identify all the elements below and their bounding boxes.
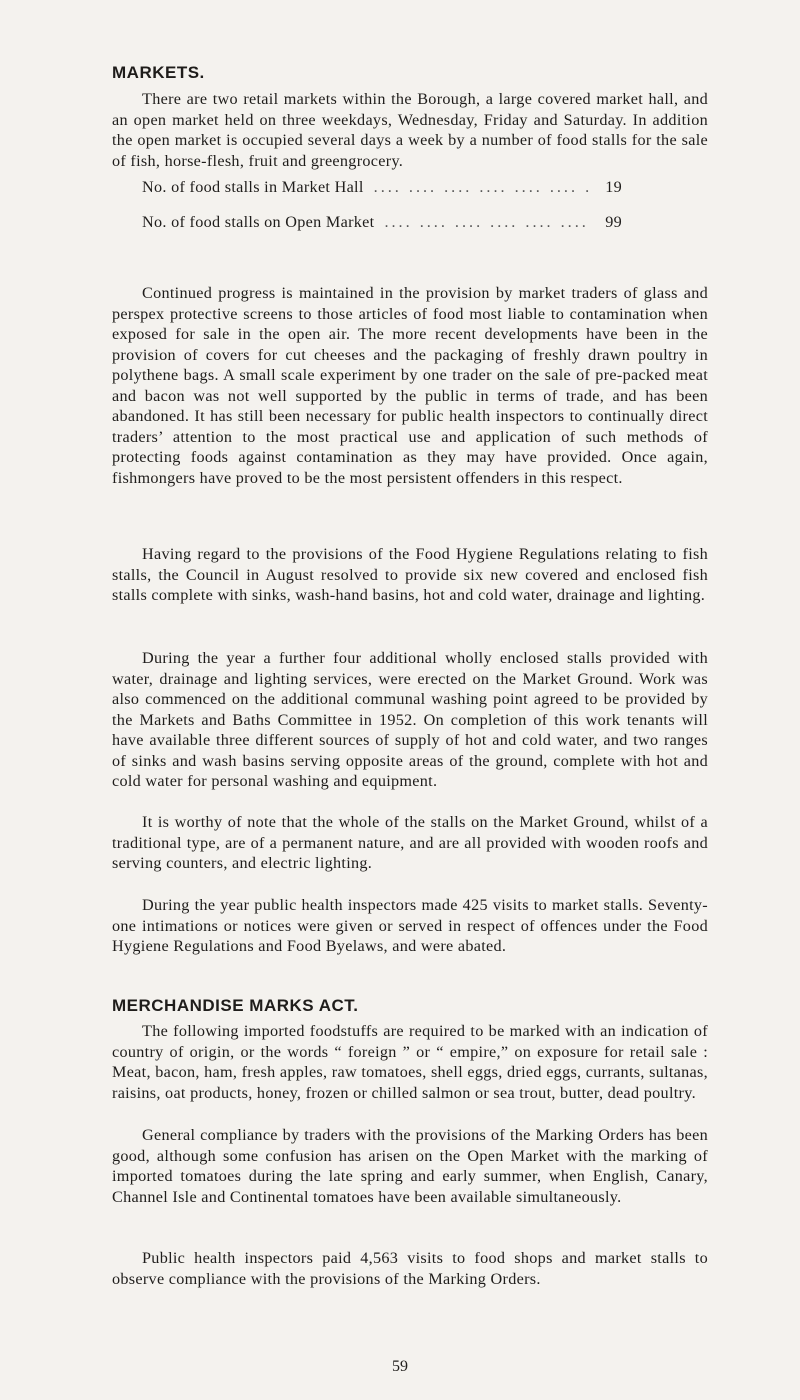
stat-label: No. of food stalls on Open Market [142,213,375,231]
merchandise-paragraph-compliance: General compliance by traders with the provisions of the Marking Orders has been good, although some confusion has arisen on the Open Market with the marking of imported tomatoes during the late spring and early summer, when English, Canary, Channel Isle and Continental tomatoes have been available simultaneously. [112,1126,708,1206]
markets-heading: MARKETS. [112,63,205,82]
leader-dots [384,213,592,232]
markets-intro-paragraph: There are two retail markets within the Borough, a large covered market hall, and an open market held on three weekdays, Wednesday, Friday and Saturday. In addition the open market is occupied several days a week by a number of food stalls for the sale of fish, horse-flesh, fruit and greengrocery. [112,90,708,170]
leader-dots [374,178,592,197]
merchandise-paragraph-visits: Public health inspectors paid 4,563 visits to food shops and market stalls to observe compliance with the provisions of the Marking Orders. [112,1249,708,1288]
stat-value: 99 [605,213,622,231]
stat-row-open-market [142,213,622,232]
stat-label: No. of food stalls in Market Hall [142,178,364,196]
markets-paragraph-protective-screens: Continued progress is maintained in the provision by market traders of glass and perspex protective screens to those articles of food most liable to contamination when exposed for sale in the open air. The more recent developments have been in the provision of covers for cut cheeses and the packaging of freshly drawn poultry in polythene bags. A small scale experiment by one trader on the sale of pre-packed meat and bacon was not well supported by the public in terms of trade, and has been abandoned. It has still been necessary for public health inspectors to continually direct traders’ attention to the most practical use and application of such methods of protecting foods against contamination as they may have provided. Once again, fishmongers have proved to be the most persistent offenders in this respect. [112,284,708,487]
markets-paragraph-fish-stalls: Having regard to the provisions of the Food Hygiene Regulations relating to fish stalls, the Council in August resolved to provide six new covered and enclosed fish stalls complete with sinks, wash-hand basins, hot and cold water, drainage and lighting. [112,545,708,604]
stat-value: 19 [605,178,622,196]
markets-paragraph-permanent-stalls: It is worthy of note that the whole of the stalls on the Market Ground, whilst of a traditional type, are of a permanent nature, and are all provided with wooden roofs and serving counters, and electric lighting. [112,813,708,872]
markets-paragraph-inspections: During the year public health inspectors made 425 visits to market stalls. Seventy-one intimations or notices were given or served in respect of offences under the Food Hygiene Regulations and Food Byelaws, and were abated. [112,896,708,955]
page-number: 59 [392,1358,408,1375]
stat-row-market-hall [142,178,622,197]
markets-paragraph-enclosed-stalls: During the year a further four additional wholly enclosed stalls provided with water, drainage and lighting services, were erected on the Market Ground. Work was also commenced on the additional communal washing point agreed to be provided by the Markets and Baths Committee in 1952. On completion of this work tenants will have available three different sources of supply of hot and cold water, and two ranges of sinks and wash basins serving opposite areas of the ground, complete with hot and cold water for personal washing and equipment. [112,649,708,790]
merchandise-marks-heading: MERCHANDISE MARKS ACT. [112,996,359,1015]
merchandise-paragraph-foodstuffs: The following imported foodstuffs are required to be marked with an indication of country of origin, or the words “ foreign ” or “ empire,” on exposure for retail sale : Meat, bacon, ham, fresh apples, raw tomatoes, shell eggs, dried eggs, currants, sultanas, raisins, oat products, honey, frozen or chilled salmon or sea trout, butter, dead poultry. [112,1022,708,1102]
